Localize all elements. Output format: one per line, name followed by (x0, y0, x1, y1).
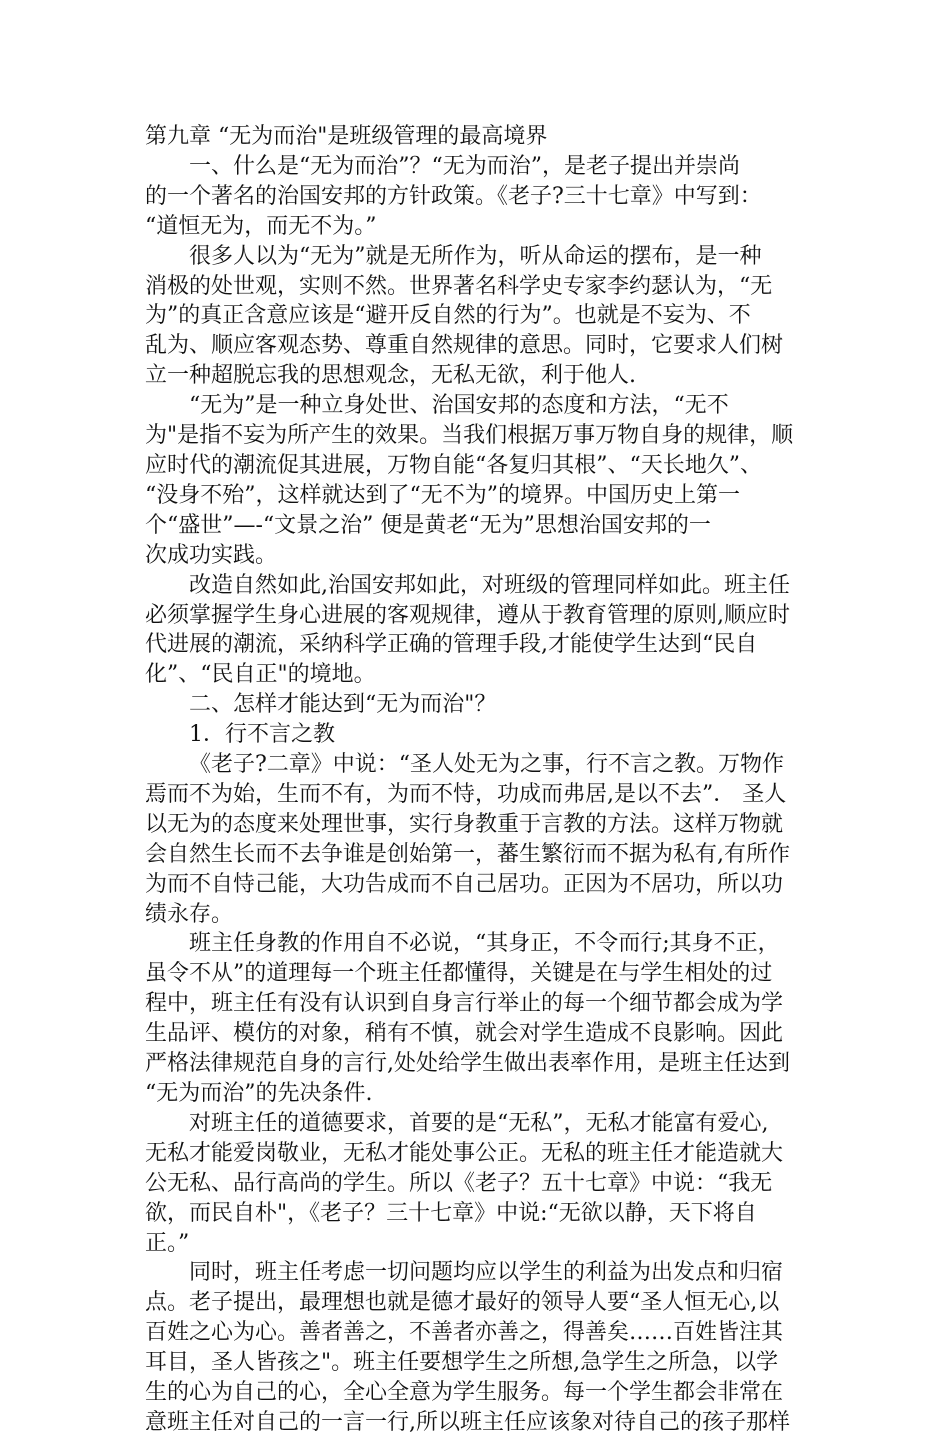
paragraph (145, 720, 809, 750)
paragraph (145, 750, 809, 929)
text-line: 程中，班主任有没有认识到自身言行举止的每一个细节都会成为学 (145, 991, 784, 1017)
text-line: 一、什么是“无为而治”？“无为而治”，是老子提出并崇尚 (189, 153, 740, 179)
text-line: 为"是指不妄为所产生的效果。当我们根据万事万物自身的规律，顺 (145, 423, 794, 449)
text-line: “道恒无为，而无不为。” (145, 213, 377, 239)
text-line: 《老子?二章》中说：“圣人处无为之事，行不言之教。万物作 (189, 752, 785, 778)
text-line: 立一种超脱忘我的思想观念，无私无欲，利于他人. (145, 363, 636, 389)
text-line: 很多人以为“无为”就是无所作为，听从命运的摆布，是一种 (189, 243, 762, 269)
text-line: 百姓之心为心。善者善之，不善者亦善之，得善矣……百姓皆注其 (145, 1320, 784, 1346)
text-line: 无私才能爱岗敬业，无私才能处事公正。无私的班主任才能造就大 (145, 1140, 784, 1166)
text-line: 公无私、品行高尚的学生。所以《老子？五十七章》中说：“我无 (145, 1170, 773, 1196)
text-line: 个“盛世”—-“文景之治” 便是黄老“无为”思想治国安邦的一 (145, 512, 711, 538)
paragraph (145, 152, 809, 242)
text-line: 为而不自恃己能，大功告成而不自己居功。正因为不居功，所以功 (145, 871, 784, 897)
paragraph (145, 571, 809, 691)
chapter-title: 第九章 “无为而治"是班级管理的最高境界 (145, 124, 548, 149)
text-line: 乱为、顺应客观态势、尊重自然规律的意思。同时，它要求人们树 (145, 333, 784, 359)
document-page (145, 122, 809, 1438)
text-line: 意班主任对自己的一言一行,所以班主任应该象对待自己的孩子那样 (145, 1409, 790, 1435)
paragraph (145, 929, 809, 1108)
text-line: 点。老子提出，最理想也就是德才最好的领导人要“圣人恒无心,以 (145, 1290, 780, 1316)
text-line: 为”的真正含意应该是“避开反自然的行为”。也就是不妄为、不 (145, 303, 751, 329)
text-line: 次成功实践。 (145, 542, 278, 568)
document-body (145, 152, 809, 1438)
text-line: 二、怎样才能达到“无为而治"？ (189, 692, 497, 718)
text-line: 班主任身教的作用自不必说，“其身正，不令而行;其身不正， (189, 931, 780, 957)
text-line: 1．行不言之教 (189, 722, 335, 748)
text-line: 生的心为自己的心，全心全意为学生服务。每一个学生都会非常在 (145, 1380, 784, 1406)
paragraph (145, 1109, 809, 1259)
text-line: 改造自然如此,治国安邦如此，对班级的管理同样如此。班主任 (189, 572, 790, 598)
text-line: 严格法律规范自身的言行,处处给学生做出表率作用，是班主任达到 (145, 1051, 790, 1077)
text-line: 生品评、模仿的对象，稍有不慎，就会对学生造成不良影响。因此 (145, 1021, 784, 1047)
text-line: 欲，而民自朴"，《老子？三十七章》中说:“无欲以静，天下将自 (145, 1200, 757, 1226)
text-line: 化”、“民自正"的境地。 (145, 662, 376, 688)
text-line: 虽令不从”的道理每一个班主任都懂得，关键是在与学生相处的过 (145, 961, 773, 987)
text-line: “没身不殆”，这样就达到了“无不为”的境界。中国历史上第一 (145, 482, 740, 508)
text-line: 同时，班主任考虑一切问题均应以学生的利益为出发点和归宿 (189, 1260, 784, 1286)
text-line: 消极的处世观，实则不然。世界著名科学史专家李约瑟认为，“无 (145, 273, 773, 299)
text-line: 的一个著名的治国安邦的方针政策。《老子?三十七章》中写到： (145, 183, 762, 209)
paragraph (145, 690, 809, 720)
text-line: 正。” (145, 1230, 190, 1256)
text-line: “无为而治”的先决条件. (145, 1081, 373, 1106)
text-line: 绩永存。 (145, 901, 234, 927)
text-line: 必须掌握学生身心进展的客观规律，遵从于教育管理的原则,顺应时 (145, 602, 790, 628)
paragraph (145, 391, 809, 570)
text-line: 对班主任的道德要求，首要的是“无私”，无私才能富有爱心, (189, 1110, 769, 1136)
text-line: 应时代的潮流促其进展，万物自能“各复归其根”、“天长地久”、 (145, 452, 762, 478)
text-line: “无为”是一种立身处世、治国安邦的态度和方法，“无不 (189, 393, 729, 419)
text-line: 会自然生长而不去争谁是创始第一，蕃生繁衍而不据为私有,有所作 (145, 841, 790, 867)
paragraph (145, 1258, 809, 1437)
paragraph (145, 242, 809, 392)
text-line: 代进展的潮流，采纳科学正确的管理手段,才能使学生达到“民自 (145, 632, 758, 658)
text-line: 焉而不为始，生而不有，为而不恃，功成而弗居,是以不去”． 圣人 (145, 781, 787, 807)
text-line: 以无为的态度来处理世事，实行身教重于言教的方法。这样万物就 (145, 811, 784, 837)
text-line: 耳目，圣人皆孩之"。班主任要想学生之所想,急学生之所急，以学 (145, 1350, 779, 1376)
